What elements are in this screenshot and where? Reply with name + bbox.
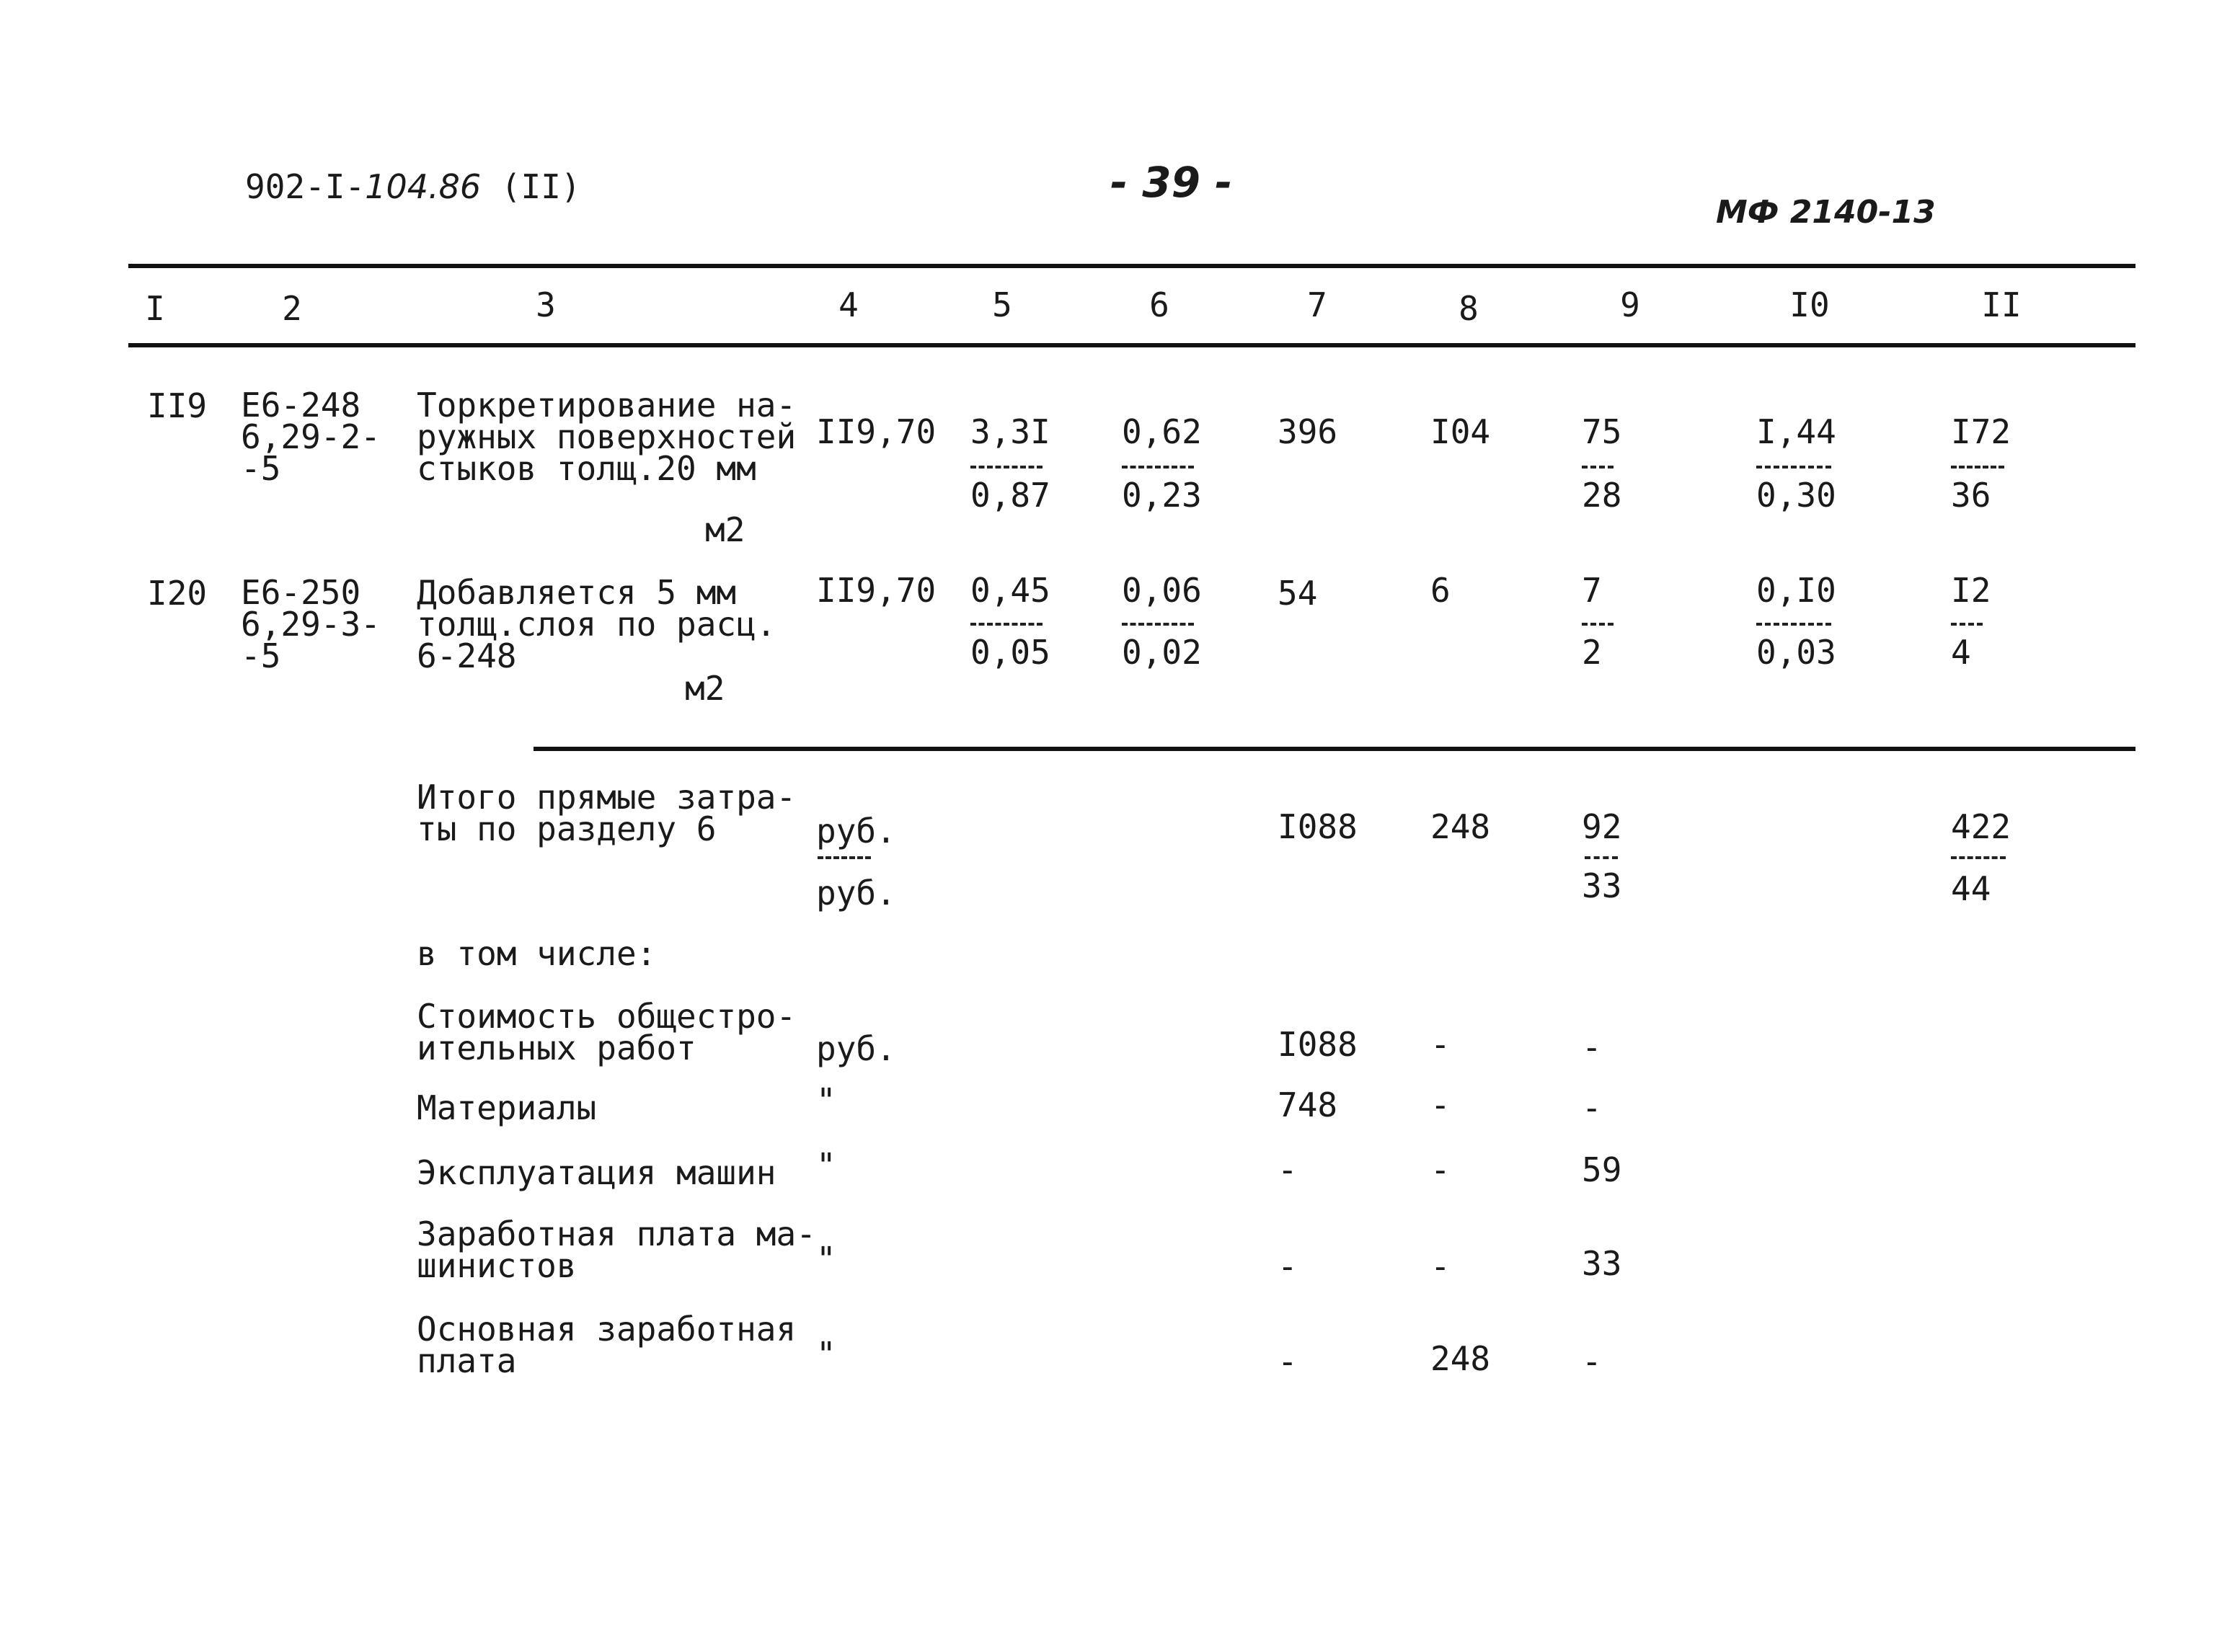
column-header-11: II <box>1981 285 2022 324</box>
col6-bottom: 0,02 <box>1122 633 1202 672</box>
total-unit-top: руб. <box>816 812 896 851</box>
breakdown-label: Стоимость общестро- ительных работ <box>417 997 797 1067</box>
row-number: I20 <box>147 574 208 613</box>
header-bottom-rule <box>128 343 2135 347</box>
fraction-bar <box>1756 623 1831 626</box>
col10-top: I,44 <box>1756 412 1836 451</box>
breakdown-col7: - <box>1278 1247 1298 1286</box>
col9-bottom: 28 <box>1582 476 1622 515</box>
total-col11-bottom: 44 <box>1951 869 1991 908</box>
quantity: II9,70 <box>816 571 937 610</box>
rate-code: Е6-250 6,29-3- -5 <box>241 573 381 675</box>
quantity: II9,70 <box>816 412 937 451</box>
breakdown-col8: - <box>1430 1150 1451 1189</box>
breakdown-unit: руб. <box>816 1029 896 1068</box>
column-header-2: 2 <box>282 289 302 328</box>
breakdown-col7: - <box>1278 1342 1298 1381</box>
total-col11-top: 422 <box>1951 807 2011 846</box>
column-header-8: 8 <box>1459 289 1479 328</box>
breakdown-col9: - <box>1582 1088 1602 1127</box>
total-unit-bottom: руб. <box>816 874 896 912</box>
breakdown-unit: " <box>816 1240 836 1279</box>
col10-top: 0,I0 <box>1756 571 1836 610</box>
column-header-6: 6 <box>1149 285 1169 324</box>
col5-top: 0,45 <box>970 571 1050 610</box>
fraction-bar <box>970 466 1043 468</box>
breakdown-col8: 248 <box>1430 1339 1491 1378</box>
work-description: Добавляется 5 мм толщ.слоя по расц. 6-248 <box>417 573 776 675</box>
unit: м2 <box>705 510 745 549</box>
col9-top: 7 <box>1582 571 1602 610</box>
col10-bottom: 0,03 <box>1756 633 1836 672</box>
breakdown-col8: - <box>1430 1247 1451 1286</box>
col10-bottom: 0,30 <box>1756 476 1836 515</box>
unit: м2 <box>685 669 725 708</box>
fraction-bar <box>1122 623 1194 626</box>
col5-bottom: 0,05 <box>970 633 1050 672</box>
col11-top: I72 <box>1951 412 2011 451</box>
column-header-9: 9 <box>1620 285 1640 324</box>
breakdown-col9: 33 <box>1582 1244 1622 1283</box>
breakdown-col9: 59 <box>1582 1150 1622 1189</box>
fraction-bar <box>970 623 1043 626</box>
top-rule <box>128 264 2135 268</box>
breakdown-label: Основная заработная плата <box>417 1310 797 1380</box>
column-header-7: 7 <box>1307 285 1327 324</box>
fraction-bar <box>1756 466 1831 468</box>
page-number: - 39 - <box>1110 158 1233 207</box>
total-col9-top: 92 <box>1582 807 1622 846</box>
document-code: 902-I-104.86 (II) <box>245 167 581 206</box>
breakdown-unit: " <box>816 1146 836 1185</box>
col5-top: 3,3I <box>970 412 1050 451</box>
breakdown-label: Заработная плата ма- шинистов <box>417 1214 816 1285</box>
breakdown-label: Материалы <box>417 1088 597 1127</box>
breakdown-col9: - <box>1582 1028 1602 1067</box>
total-label: Итого прямые затра- ты по разделу 6 <box>417 778 797 848</box>
column-header-10: I0 <box>1789 285 1830 324</box>
col9-top: 75 <box>1582 412 1622 451</box>
col11-top: I2 <box>1951 571 1991 610</box>
col8-value: I04 <box>1430 412 1491 451</box>
work-description: Торкретирование на- ружных поверхностей стыков толщ.20 мм <box>417 386 797 488</box>
fraction-bar <box>1951 466 2004 468</box>
breakdown-col8: - <box>1430 1025 1451 1064</box>
breakdown-col9: - <box>1582 1342 1602 1381</box>
breakdown-unit: " <box>816 1081 836 1120</box>
col7-value: 54 <box>1278 574 1318 613</box>
document-code-handwritten: 104.86 <box>365 167 482 206</box>
breakdown-col7: I088 <box>1278 1025 1358 1064</box>
total-col7: I088 <box>1278 807 1358 846</box>
fraction-bar <box>1582 466 1614 468</box>
column-header-5: 5 <box>992 285 1012 324</box>
column-header-4: 4 <box>838 285 859 324</box>
column-header-3: 3 <box>536 285 556 324</box>
col11-bottom: 4 <box>1951 633 1971 672</box>
breakdown-col7: 748 <box>1278 1085 1338 1124</box>
fraction-bar <box>1951 623 1983 626</box>
breakdown-col7: - <box>1278 1150 1298 1189</box>
fraction-bar <box>818 856 871 859</box>
breakdown-label: Эксплуатация машин <box>417 1153 776 1192</box>
breakdown-unit: " <box>816 1335 836 1374</box>
col6-top: 0,06 <box>1122 571 1202 610</box>
stamp-code: МФ 2140-13 <box>1716 194 1936 231</box>
col5-bottom: 0,87 <box>970 476 1050 515</box>
fraction-bar <box>1951 856 2006 859</box>
column-header-1: I <box>145 289 165 328</box>
rate-code: Е6-248 6,29-2- -5 <box>241 386 381 488</box>
including-label: в том числе: <box>417 934 657 973</box>
breakdown-col8: - <box>1430 1085 1451 1124</box>
total-col9-bottom: 33 <box>1582 866 1622 905</box>
col6-bottom: 0,23 <box>1122 476 1202 515</box>
row-number: II9 <box>147 386 208 425</box>
col7-value: 396 <box>1278 412 1338 451</box>
total-rule <box>534 747 2135 751</box>
total-col8: 248 <box>1430 807 1491 846</box>
fraction-bar <box>1585 856 1618 859</box>
fraction-bar <box>1582 623 1614 626</box>
col9-bottom: 2 <box>1582 633 1602 672</box>
col11-bottom: 36 <box>1951 476 1991 515</box>
col6-top: 0,62 <box>1122 412 1202 451</box>
col8-value: 6 <box>1430 571 1451 610</box>
fraction-bar <box>1122 466 1194 468</box>
